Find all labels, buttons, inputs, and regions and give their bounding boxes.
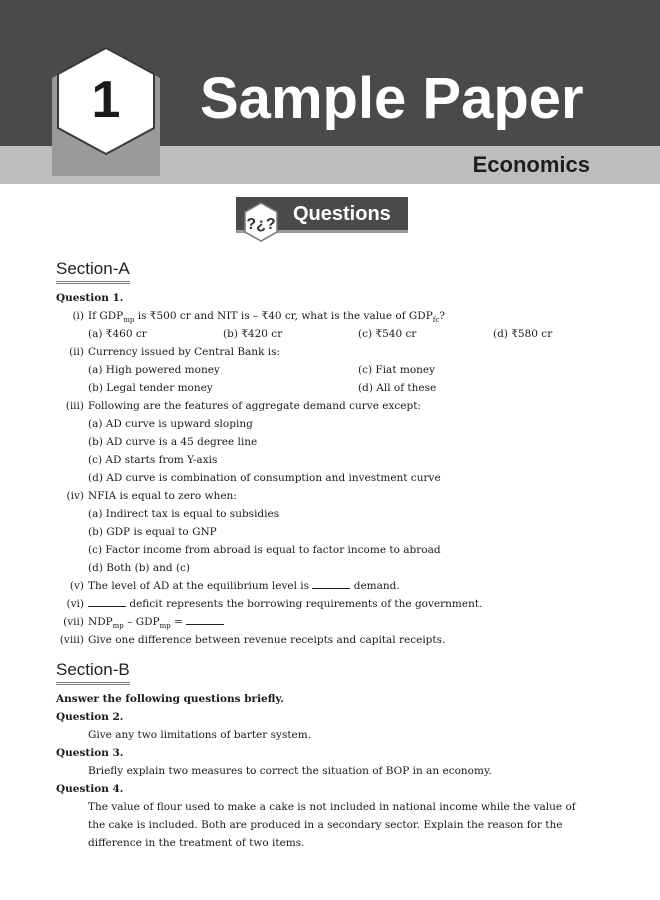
question-text: Give any two limitations of barter system. xyxy=(88,729,312,741)
item-number: (v) xyxy=(69,580,84,592)
question-item xyxy=(56,397,596,415)
question-label: Question 4. xyxy=(56,783,124,795)
item-text: Give one difference between revenue receipts and capital receipts. xyxy=(88,634,446,646)
item-number: (vii) xyxy=(63,616,84,628)
question-item xyxy=(56,577,596,595)
item-text: deficit represents the borrowing requirements of the government. xyxy=(88,595,596,613)
item-text: The level of AD at the equilibrium level is demand. xyxy=(88,580,400,592)
question-text: The value of flour used to make a cake is not included in national income while the value of the cake is included. Both are produced in a secondary sector. Explain the reason for the difference in the treatment of two items. xyxy=(88,801,576,849)
question-text: Briefly explain two measures to correct the situation of BOP in an economy. xyxy=(88,765,492,777)
svg-text:?¿?: ?¿? xyxy=(246,216,276,233)
question-content xyxy=(56,254,596,852)
question-item xyxy=(56,487,596,505)
item-text: NFIA is equal to zero when: xyxy=(88,490,237,502)
item-text: Following are the features of aggregate demand curve except: xyxy=(88,400,421,412)
questions-heading: Questions xyxy=(293,203,391,225)
question-1-label: Question 1. xyxy=(56,292,124,304)
item-number: (iii) xyxy=(65,400,84,412)
option: (a) Indirect tax is equal to subsidies xyxy=(88,508,280,520)
section-a-heading: Section-A xyxy=(56,258,130,284)
page-title: Sample Paper xyxy=(200,66,584,131)
paper-number: 1 xyxy=(91,71,121,129)
question-item xyxy=(56,631,596,649)
subject-title: Economics xyxy=(472,152,590,177)
option: (a) ₹460 cr xyxy=(88,328,147,340)
fill-blank xyxy=(88,597,126,607)
question-item xyxy=(56,613,596,631)
question-item xyxy=(56,595,596,613)
item-number: (ii) xyxy=(69,346,84,358)
option: (c) Fiat money xyxy=(358,364,436,376)
option: (a) High powered money xyxy=(88,364,220,376)
option: (a) AD curve is upward sloping xyxy=(88,418,253,430)
option: (b) ₹420 cr xyxy=(223,328,283,340)
option: (d) ₹580 cr xyxy=(493,328,553,340)
fill-blank xyxy=(312,579,350,589)
item-number: (vi) xyxy=(66,598,84,610)
option: (d) Both (b) and (c) xyxy=(88,562,191,574)
item-text: If $GDP_{mp}$ is ₹500 cr and NIT is – ₹40 cr, what is the value of $GDP_{fc}$? xyxy=(88,310,445,325)
item-number: (viii) xyxy=(59,634,84,646)
option: (b) AD curve is a 45 degree line xyxy=(88,436,258,448)
fill-blank xyxy=(186,615,224,625)
option: (c) AD starts from Y-axis xyxy=(88,454,218,466)
section-b-heading: Section-B xyxy=(56,659,130,685)
option-list xyxy=(56,361,596,397)
item-number: (i) xyxy=(72,310,84,322)
item-number: (iv) xyxy=(66,490,84,502)
question-label: Question 3. xyxy=(56,747,124,759)
option: (b) Legal tender money xyxy=(88,382,213,394)
question-marks-icon xyxy=(243,202,279,242)
option: (c) Factor income from abroad is equal to factor income to abroad xyxy=(88,544,441,556)
option: (d) AD curve is combination of consumption and investment curve xyxy=(88,472,441,484)
question-item xyxy=(56,307,596,325)
item-text: $NDP_{mp} - GDP_{mp}$ = xyxy=(88,613,596,631)
section-b-instruction: Answer the following questions briefly. xyxy=(56,693,284,705)
question-item xyxy=(56,343,596,361)
option-list xyxy=(56,325,596,343)
option: (b) GDP is equal to GNP xyxy=(88,526,217,538)
question-label: Question 2. xyxy=(56,711,124,723)
option: (d) All of these xyxy=(358,382,437,394)
option: (c) ₹540 cr xyxy=(358,328,417,340)
item-text: Currency issued by Central Bank is: xyxy=(88,346,281,358)
